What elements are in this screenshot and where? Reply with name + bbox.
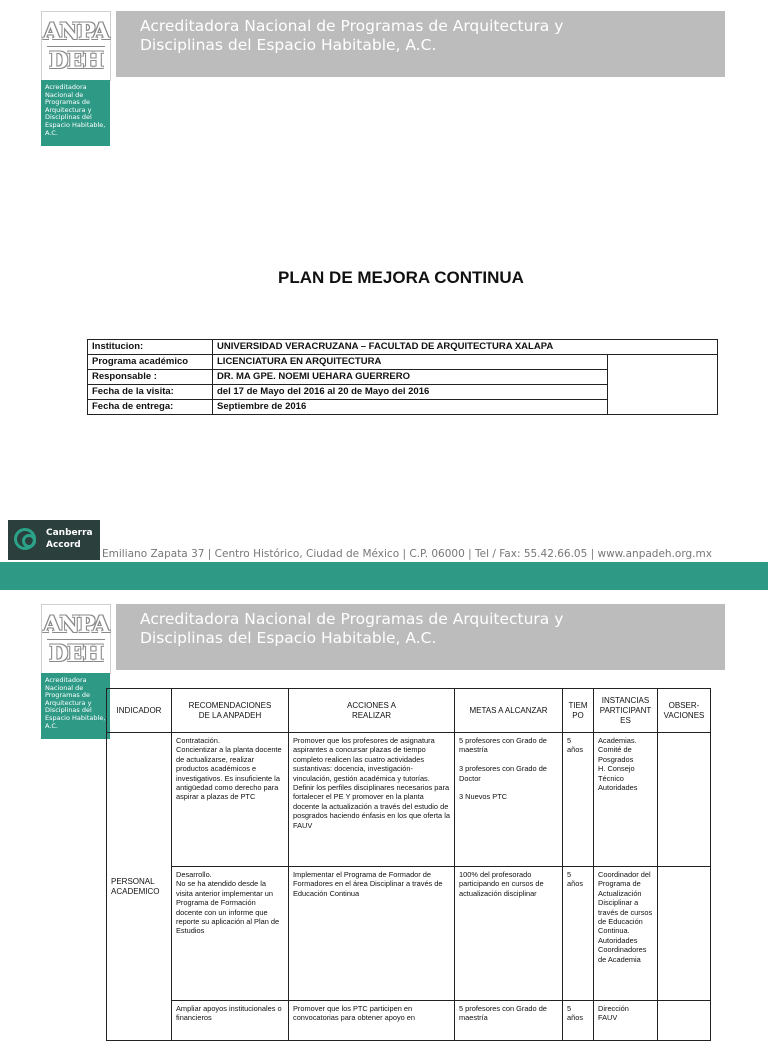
observaciones-cell — [658, 867, 711, 1001]
info-blank-cell — [608, 355, 718, 415]
info-table — [87, 339, 718, 415]
canberra-accord-logo — [8, 520, 100, 560]
logo-divider — [47, 639, 105, 640]
meta-cell: 5 profesores con Grado de maestría 3 profesores con Grado de Doctor 3 Nuevos PTC — [455, 733, 563, 867]
header-line-1: Acreditadora Nacional de Programas de Arquitectura y — [140, 17, 564, 35]
recomendacion-cell: Desarrollo. No se ha atendido desde la visita anterior implementar un Programa de Formación docente con un informe que reporte su aplicación al Plan de Estudios — [172, 867, 289, 1001]
logo-top-word: ANPA — [43, 611, 109, 638]
info-value: LICENCIATURA EN ARQUITECTURA — [213, 355, 608, 370]
header-banner — [116, 604, 725, 670]
recomendacion-cell: Contratación. Concientizar a la planta docente de actualizarse, realizar productos académicos e investigativos. Es insuficiente la antigüedad como derecho para aspirar a plazas de PTC — [172, 733, 289, 867]
logo-divider — [47, 46, 105, 47]
info-label: Institucion: — [88, 340, 213, 355]
header-recomendaciones: RECOMENDACIONES DE LA ANPADEH — [172, 689, 289, 733]
logo-tag: Acreditadora Nacional de Programas de Arquitectura y Disciplinas del Espacio Habitable, A.C. — [41, 80, 110, 146]
info-value: UNIVERSIDAD VERACRUZANA – FACULTAD DE ARQUITECTURA XALAPA — [213, 340, 718, 355]
tiempo-cell: 5 años — [563, 733, 594, 867]
info-value: DR. MA GPE. NOEMI UEHARA GUERRERO — [213, 370, 608, 385]
header-banner — [116, 11, 725, 77]
anpadeh-logo — [41, 604, 111, 674]
logo-top-word: ANPA — [43, 18, 109, 45]
table-row — [107, 867, 711, 1001]
instancias-cell: Academias. Comité de Posgrados H. Consejo Técnico Autoridades — [594, 733, 658, 867]
info-label: Fecha de la visita: — [88, 385, 213, 400]
indicator-cell: PERSONAL ACADEMICO — [107, 733, 172, 1041]
instancias-cell: Coordinador del Programa de Actualización Disciplinar a través de cursos de Educación Continua. Autoridades Coordinadores de Academia — [594, 867, 658, 1001]
header-line-1: Acreditadora Nacional de Programas de Arquitectura y — [140, 610, 564, 628]
tiempo-cell: 5 años — [563, 1001, 594, 1041]
info-label: Programa académico — [88, 355, 213, 370]
observaciones-cell — [658, 1001, 711, 1041]
recomendacion-cell: Ampliar apoyos institucionales o financieros — [172, 1001, 289, 1041]
page-title: PLAN DE MEJORA CONTINUA — [278, 268, 524, 287]
meta-cell: 5 profesores con Grado de maestría — [455, 1001, 563, 1041]
logo-bottom-word: DEH — [49, 640, 103, 667]
table-row — [107, 733, 711, 867]
accion-cell: Implementar el Programa de Formador de Formadores en el área Disciplinar a través de Educación Continua — [289, 867, 455, 1001]
tiempo-cell: 5 años — [563, 867, 594, 1001]
header-line-2: Disciplinas del Espacio Habitable, A.C. — [140, 36, 437, 54]
table-row — [107, 1001, 711, 1041]
header-instancias: INSTANCIAS PARTICIPANT ES — [594, 689, 658, 733]
observaciones-cell — [658, 733, 711, 867]
footer-address: Emiliano Zapata 37 | Centro Histórico, Ciudad de México | C.P. 06000 | Tel / Fax: 55.42.66.05 | www.anpadeh.org.mx — [102, 548, 712, 560]
anpadeh-logo — [41, 11, 111, 81]
canberra-line-2: Accord — [46, 540, 81, 550]
header-acciones: ACCIONES A REALIZAR — [289, 689, 455, 733]
info-row-institucion — [88, 340, 718, 355]
header-metas: METAS A ALCANZAR — [455, 689, 563, 733]
accion-cell: Promover que los profesores de asignatura aspirantes a concursar plazas de tiempo completo realicen las cuatro actividades sustantivas: docencia, investigación-vinculación, gestión académica y tutorías. Definir los perfiles disciplinares necesarios para fortalecer el PE Y promover en la planta docente la actualización a través del estudio de posgrados haciendo énfasis en los que oferta la FAUV — [289, 733, 455, 867]
info-label: Fecha de entrega: — [88, 400, 213, 415]
header-observaciones: OBSER- VACIONES — [658, 689, 711, 733]
info-row-programa — [88, 355, 718, 370]
canberra-line-1: Canberra — [46, 528, 93, 538]
meta-cell: 100% del profesorado participando en cursos de actualización disciplinar — [455, 867, 563, 1001]
header-tiempo: TIEM PO — [563, 689, 594, 733]
info-value: Septiembre de 2016 — [213, 400, 608, 415]
plan-header-row — [107, 689, 711, 733]
info-label: Responsable : — [88, 370, 213, 385]
info-value: del 17 de Mayo del 2016 al 20 de Mayo del 2016 — [213, 385, 608, 400]
logo-tag: Acreditadora Nacional de Programas de Arquitectura y Disciplinas del Espacio Habitable, A.C. — [41, 673, 110, 739]
accion-cell: Promover que los PTC participen en convocatorias para obtener apoyo en — [289, 1001, 455, 1041]
header-line-2: Disciplinas del Espacio Habitable, A.C. — [140, 629, 437, 647]
instancias-cell: Dirección FAUV — [594, 1001, 658, 1041]
footer-green-band — [0, 562, 768, 590]
logo-bottom-word: DEH — [49, 47, 103, 74]
plan-table — [106, 688, 711, 1041]
header-indicador: INDICADOR — [107, 689, 172, 733]
canberra-ring-icon — [22, 534, 36, 548]
